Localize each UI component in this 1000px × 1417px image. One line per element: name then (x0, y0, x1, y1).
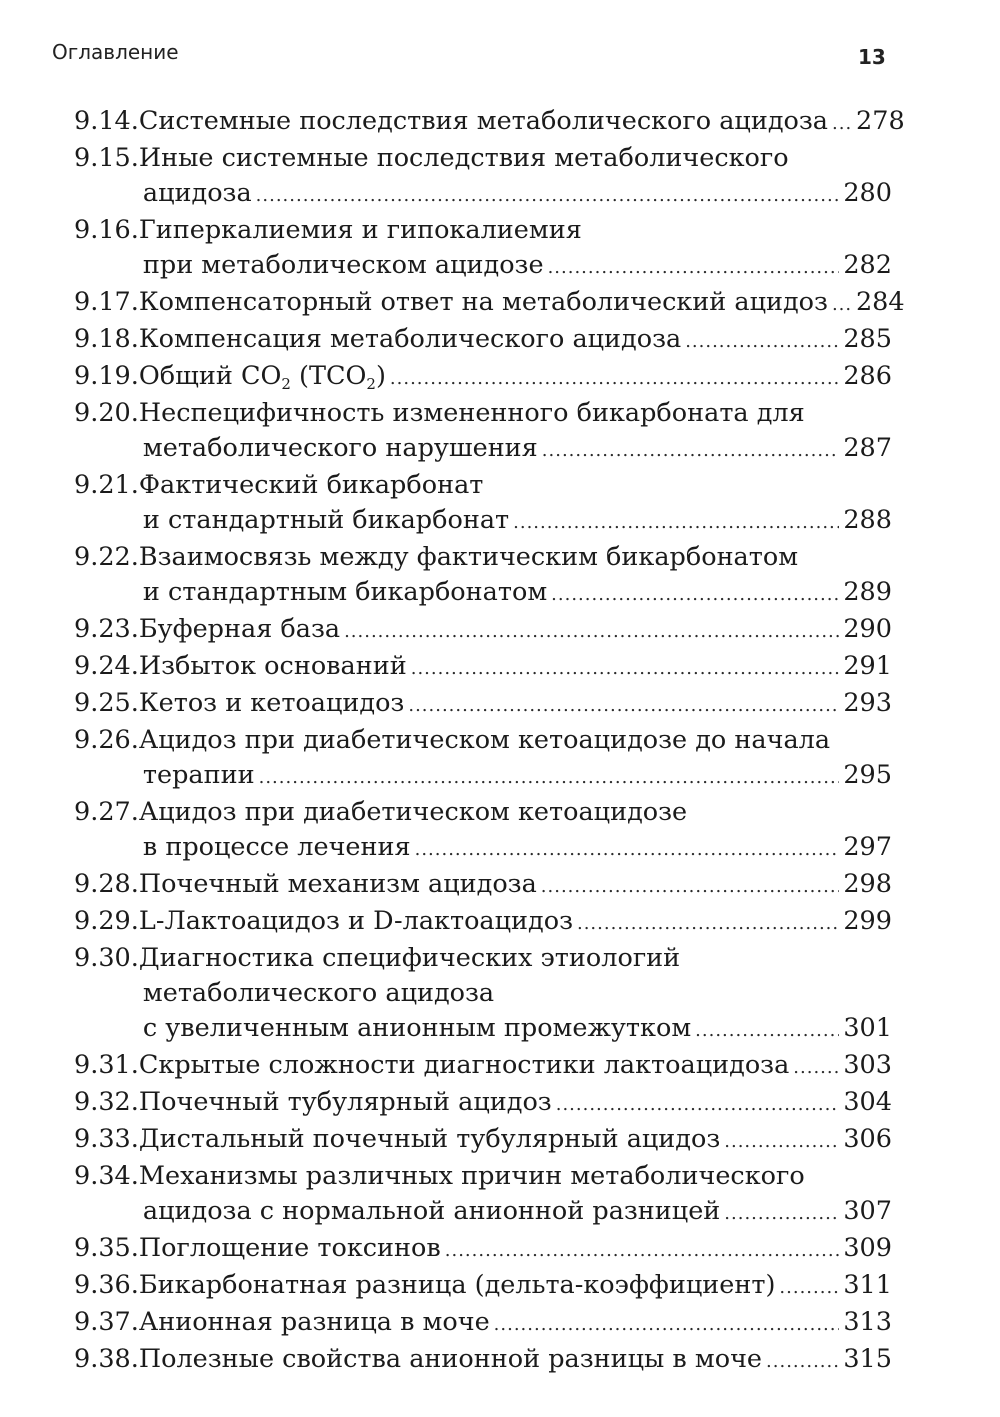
dot-leader (408, 688, 839, 723)
toc-entry-page: 315 (843, 1344, 892, 1374)
toc-entry-number: 9.14. (74, 106, 139, 136)
table-of-contents (74, 104, 905, 1379)
toc-entry (74, 723, 892, 795)
dot-leader (494, 1307, 840, 1342)
toc-entry-page: 293 (843, 688, 892, 718)
toc-entry-page: 299 (843, 906, 892, 936)
toc-entry-page: 289 (843, 577, 892, 607)
toc-entry-title: Буферная база (138, 614, 341, 644)
toc-entry-page: 298 (843, 869, 892, 899)
toc-entry (74, 1085, 892, 1122)
dot-leader (551, 577, 839, 612)
toc-entry-title: Кетоз и кетоацидоз (138, 688, 405, 718)
toc-entry-title: Компенсаторный ответ на метаболический ацидоз (138, 287, 828, 317)
toc-entry-page: 311 (843, 1270, 892, 1300)
toc-entry-page: 306 (843, 1124, 892, 1154)
toc-entry-title-continued: и стандартный бикарбонат (142, 505, 510, 535)
toc-entry (74, 285, 905, 322)
toc-entry-title-continued: метаболического ацидоза (142, 978, 495, 1008)
toc-entry-title: Почечный тубулярный ацидоз (138, 1087, 552, 1117)
toc-entry-title-continued: ацидоза (142, 178, 252, 208)
dot-leader (577, 906, 839, 941)
toc-entry-title: Ацидоз при диабетическом кетоацидозе (138, 797, 688, 827)
toc-entry-number: 9.17. (74, 287, 139, 317)
toc-entry-number: 9.20. (74, 398, 139, 428)
dot-leader (256, 178, 840, 213)
toc-entry-number: 9.37. (74, 1307, 139, 1337)
toc-entry (74, 941, 892, 1048)
toc-entry-page: 304 (843, 1087, 892, 1117)
dot-leader (411, 651, 840, 686)
toc-entry-number: 9.32. (74, 1087, 139, 1117)
toc-entry-page: 282 (843, 250, 892, 280)
toc-entry-title-continued: в процессе лечения (142, 832, 411, 862)
toc-entry-title: L-Лактоацидоз и D-лактоацидоз (138, 906, 573, 936)
toc-entry-title-continued: и стандартным бикарбонатом (142, 577, 548, 607)
toc-entry-page: 278 (856, 106, 905, 136)
toc-entry (74, 1159, 892, 1231)
toc-entry-number: 9.33. (74, 1124, 139, 1154)
toc-entry (74, 322, 892, 359)
toc-entry-page: 280 (843, 178, 892, 208)
dot-leader (513, 505, 839, 540)
dot-leader (541, 869, 840, 904)
toc-entry-number: 9.36. (74, 1270, 139, 1300)
toc-entry-number: 9.30. (74, 943, 139, 973)
toc-entry-number: 9.29. (74, 906, 139, 936)
dot-leader (556, 1087, 840, 1122)
toc-entry-page: 288 (843, 505, 892, 535)
dot-leader (766, 1344, 839, 1379)
toc-entry-page: 303 (843, 1050, 892, 1080)
toc-entry-number: 9.28. (74, 869, 139, 899)
toc-entry-number: 9.24. (74, 651, 139, 681)
toc-entry-title: Гиперкалиемия и гипокалиемия (138, 215, 582, 245)
dot-leader (832, 287, 852, 322)
toc-entry-title: Неспецифичность измененного бикарбоната для (138, 398, 805, 428)
toc-entry-title: Ацидоз при диабетическом кетоацидозе до начала (138, 725, 831, 755)
dot-leader (793, 1050, 839, 1085)
toc-entry-number: 9.27. (74, 797, 139, 827)
dot-leader (445, 1233, 840, 1268)
toc-entry-page: 295 (843, 760, 892, 790)
dot-leader (685, 324, 839, 359)
toc-entry-title: Поглощение токсинов (138, 1233, 441, 1263)
dot-leader (724, 1124, 839, 1159)
toc-entry-title: Взаимосвязь между фактическим бикарбонатом (138, 542, 799, 572)
toc-entry-page: 313 (843, 1307, 892, 1337)
toc-entry-title-continued: ацидоза с нормальной анионной разницей (142, 1196, 721, 1226)
toc-entry (74, 649, 892, 686)
toc-entry (74, 104, 905, 141)
toc-entry-page: 285 (843, 324, 892, 354)
dot-leader (832, 106, 852, 141)
toc-entry (74, 141, 892, 213)
running-header-title: Оглавление (52, 40, 179, 64)
toc-entry-title (139, 359, 386, 394)
toc-entry (74, 1268, 892, 1305)
subscript: 2 (366, 375, 376, 393)
toc-entry-number: 9.16. (74, 215, 139, 245)
dot-leader (259, 760, 840, 795)
toc-entry-number: 9.26. (74, 725, 139, 755)
toc-entry-title: Механизмы различных причин метаболического (138, 1161, 805, 1191)
toc-entry (74, 1342, 892, 1379)
dot-leader (415, 832, 840, 867)
toc-entry-number: 9.21. (74, 470, 139, 500)
toc-entry (74, 1048, 892, 1085)
toc-entry-number: 9.22. (74, 542, 139, 572)
page-number: 13 (858, 45, 886, 69)
toc-entry (74, 1122, 892, 1159)
toc-entry-title: Анионная разница в моче (138, 1307, 490, 1337)
toc-entry (74, 795, 892, 867)
toc-entry-page: 301 (843, 1013, 892, 1043)
toc-entry-number: 9.19. (74, 361, 139, 391)
toc-entry-page: 290 (843, 614, 892, 644)
toc-entry (74, 686, 892, 723)
dot-leader (344, 614, 839, 649)
toc-entry-page: 307 (843, 1196, 892, 1226)
toc-entry-number: 9.31. (74, 1050, 139, 1080)
toc-entry-title: Скрытые сложности диагностики лактоацидоза (138, 1050, 790, 1080)
subscript: 2 (281, 375, 291, 393)
toc-entry-page: 287 (843, 433, 892, 463)
toc-entry-page: 297 (843, 832, 892, 862)
dot-leader (779, 1270, 839, 1305)
toc-entry-number: 9.18. (74, 324, 139, 354)
toc-entry (74, 904, 892, 941)
toc-entry-title-continued: терапии (142, 760, 255, 790)
toc-entry-number: 9.38. (74, 1344, 139, 1374)
toc-entry-page: 309 (843, 1233, 892, 1263)
dot-leader (390, 361, 839, 396)
toc-entry-number: 9.23. (74, 614, 139, 644)
toc-entry-title: Полезные свойства анионной разницы в моче (138, 1344, 763, 1374)
toc-entry-page: 284 (855, 287, 905, 317)
toc-entry-title-continued: при метаболическом ацидозе (142, 250, 544, 280)
dot-leader (542, 433, 840, 468)
toc-entry-title-continued: метаболического нарушения (142, 433, 538, 463)
toc-entry-title-continued: с увеличенным анионным промежутком (142, 1013, 692, 1043)
toc-entry (74, 867, 892, 904)
toc-entry (74, 612, 892, 649)
toc-entry-title: Иные системные последствия метаболического (138, 143, 789, 173)
toc-entry (74, 1231, 892, 1268)
toc-entry (74, 540, 892, 612)
dot-leader (695, 1013, 839, 1048)
toc-entry-page: 291 (843, 651, 892, 681)
toc-entry (74, 396, 892, 468)
toc-entry (74, 359, 892, 396)
toc-entry-title: Фактический бикарбонат (138, 470, 484, 500)
toc-entry (74, 1305, 892, 1342)
toc-entry (74, 468, 892, 540)
toc-entry-title: Диагностика специфических этиологий (138, 943, 681, 973)
toc-entry-title: Бикарбонатная разница (дельта-коэффициент) (138, 1270, 776, 1300)
dot-leader (724, 1196, 839, 1231)
dot-leader (548, 250, 840, 285)
toc-entry-number: 9.35. (74, 1233, 139, 1263)
toc-entry (74, 213, 892, 285)
toc-entry-title: Системные последствия метаболического ацидоза (138, 106, 828, 136)
toc-entry-number: 9.34. (74, 1161, 139, 1191)
toc-entry-title: Дистальный почечный тубулярный ацидоз (138, 1124, 721, 1154)
title-part: (TCO (290, 361, 367, 391)
title-part: ) (375, 361, 386, 391)
toc-entry-title: Компенсация метаболического ацидоза (138, 324, 682, 354)
toc-entry-number: 9.25. (74, 688, 139, 718)
toc-entry-title: Почечный механизм ацидоза (138, 869, 537, 899)
toc-entry-page: 286 (843, 361, 892, 391)
toc-entry-number: 9.15. (74, 143, 139, 173)
title-part: Общий CO (138, 361, 282, 391)
toc-entry-title: Избыток оснований (138, 651, 407, 681)
